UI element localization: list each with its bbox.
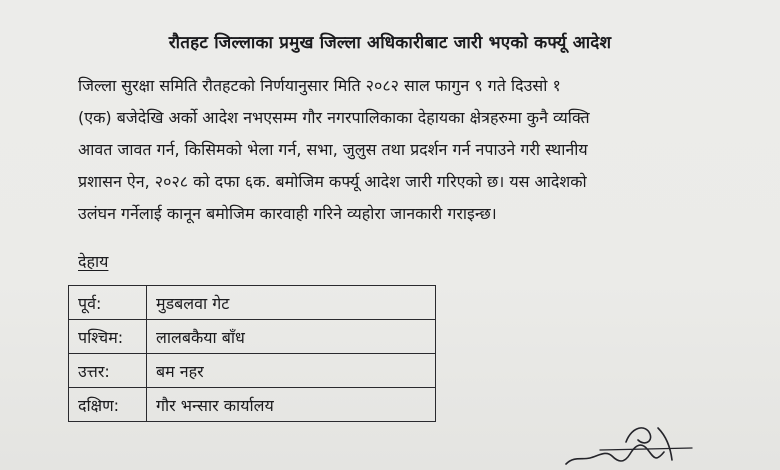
direction-value: गौर भन्सार कार्यालय bbox=[147, 388, 436, 422]
direction-label: पश्चिम: bbox=[69, 320, 147, 354]
table-row bbox=[69, 320, 436, 354]
direction-label: पूर्व: bbox=[69, 286, 147, 320]
direction-label: दक्षिण: bbox=[69, 388, 147, 422]
document-title: रौतहट जिल्लाका प्रमुख जिल्ला अधिकारीबाट जारी भएको कर्फ्यू आदेश bbox=[168, 33, 612, 53]
section-heading: देहाय bbox=[78, 252, 109, 271]
paragraph-line: उलंघन गर्नेलाई कानून बमोजिम कारवाही गरिने व्यहोरा जानकारी गराइन्छ। bbox=[78, 204, 497, 223]
order-paragraph bbox=[78, 70, 743, 230]
paragraph-line: (एक) बजेदेखि अर्को आदेश नभएसम्म गौर नगरपालिकाका देहायका क्षेत्रहरुमा कुनै व्यक्ति bbox=[78, 108, 590, 127]
table-row bbox=[69, 388, 436, 422]
table-row bbox=[69, 354, 436, 388]
direction-value: मुडबलवा गेट bbox=[147, 286, 436, 320]
paragraph-line: जिल्ला सुरक्षा समिति रौतहटको निर्णयानुसार मिति २०८२ साल फागुन ९ गते दिउसो १ bbox=[78, 76, 561, 95]
direction-label: उत्तर: bbox=[69, 354, 147, 388]
direction-value: लालबकैया बाँध bbox=[147, 320, 436, 354]
table-row bbox=[69, 286, 436, 320]
direction-value: बम नहर bbox=[147, 354, 436, 388]
paragraph-line: आवत जावत गर्न, किसिमको भेला गर्न, सभा, जुलुस तथा प्रदर्शन गर्न नपाउने गरी स्थानीय bbox=[78, 140, 588, 159]
paragraph-line: प्रशासन ऐन, २०२८ को दफा ६क. बमोजिम कर्फ्यू आदेश जारी गरिएको छ। यस आदेशको bbox=[78, 172, 587, 191]
directions-table bbox=[68, 285, 436, 422]
handwritten-signature bbox=[560, 420, 700, 470]
